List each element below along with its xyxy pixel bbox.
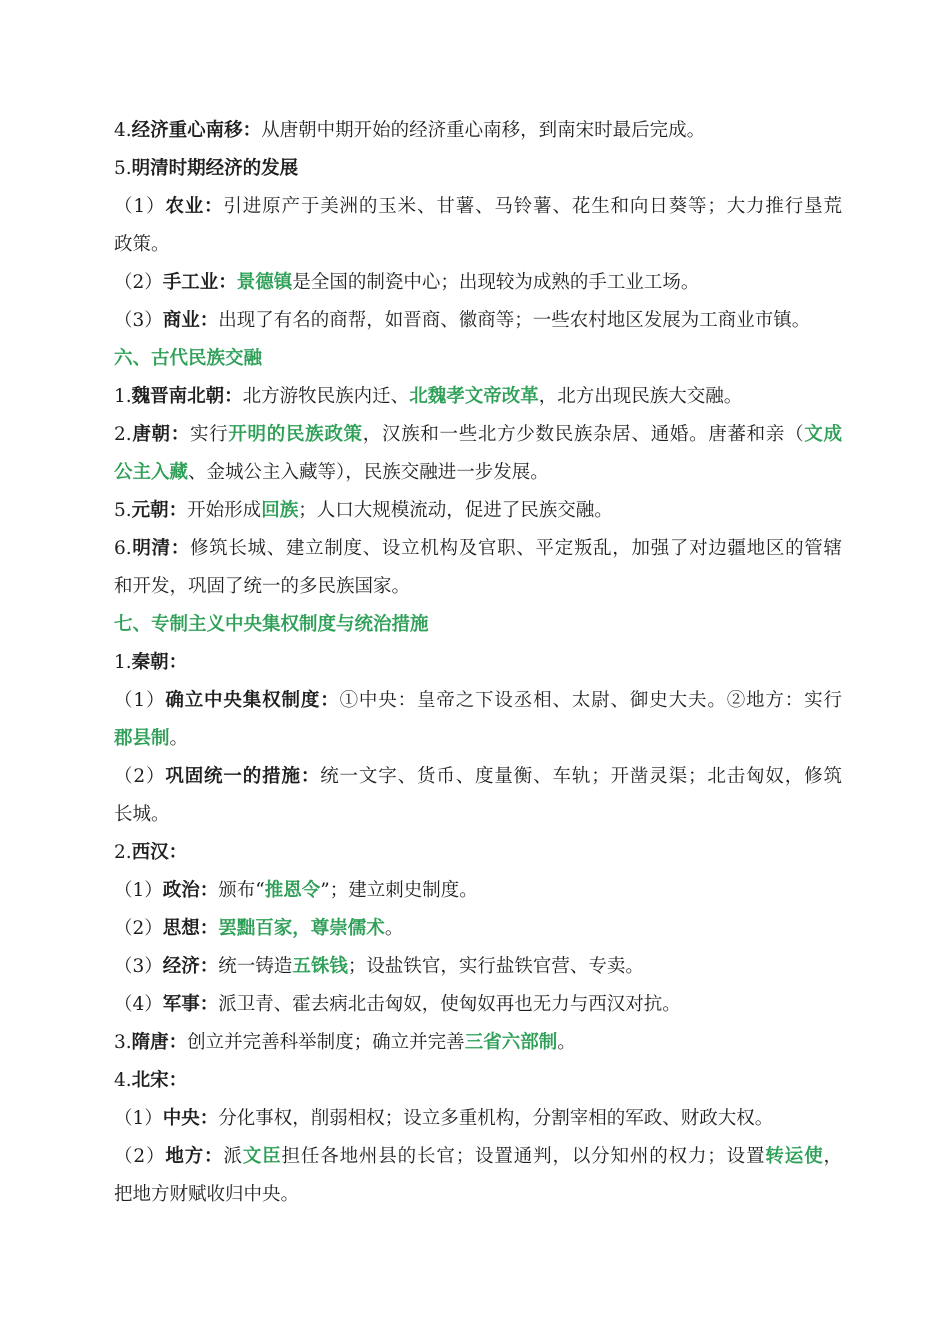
text-line: [114, 644, 842, 682]
text-span: 4.: [114, 120, 132, 141]
document-page: [114, 112, 842, 1214]
text-span: 实行: [189, 424, 229, 445]
text-line: [114, 948, 842, 986]
text-span: 、金城公主入藏等），民族交融进一步发展。: [188, 462, 549, 483]
text-line: [114, 758, 842, 796]
highlight-term: 北魏孝文帝改革: [409, 386, 539, 407]
bold-term: 西汉：: [131, 842, 188, 863]
highlight-term: 推恩令: [264, 880, 321, 901]
text-span: 1.: [114, 652, 132, 673]
text-span: 北方游牧民族内迁、: [242, 386, 410, 407]
highlight-term: 转运使: [765, 1146, 824, 1167]
bold-term: 秦朝：: [131, 652, 188, 673]
text-line: [114, 188, 842, 226]
bold-term: 中央：: [162, 1108, 219, 1129]
bold-term: 唐朝：: [131, 424, 190, 445]
text-span: （1）: [114, 1108, 163, 1129]
text-span: 6.: [114, 538, 132, 559]
text-line: [114, 264, 842, 302]
text-line: [114, 872, 842, 910]
bold-term: 经济重心南移：: [131, 120, 262, 141]
text-line: [114, 378, 842, 416]
text-span: （1）: [114, 196, 166, 217]
text-line: [114, 796, 842, 834]
highlight-term: 文成: [804, 424, 842, 445]
text-line: [114, 720, 842, 758]
text-span: 分化事权，削弱相权；设立多重机构，分割宰相的军政、财政大权。: [218, 1108, 774, 1129]
text-span: 3.: [114, 1032, 132, 1053]
bold-term: 军事：: [162, 994, 219, 1015]
text-line: [114, 568, 842, 606]
text-span: （2）: [114, 766, 166, 787]
text-span: 派: [223, 1146, 243, 1167]
text-span: 派卫青、霍去病北击匈奴，使匈奴再也无力与西汉对抗。: [218, 994, 681, 1015]
text-span: 政策。: [114, 234, 170, 255]
text-span: 1.: [114, 386, 132, 407]
text-span: 。: [169, 728, 189, 749]
text-span: 创立并完善科举制度；确立并完善: [187, 1032, 465, 1053]
text-span: 长城。: [114, 804, 170, 825]
text-line: [114, 1100, 842, 1138]
text-span: ①中央：皇帝之下设丞相、太尉、御史大夫。②地方：实行: [339, 690, 842, 711]
bold-term: 元朝：: [131, 500, 188, 521]
section-heading: [114, 606, 842, 644]
text-span: （3）: [114, 310, 163, 331]
bold-term: 地方：: [165, 1146, 224, 1167]
text-line: [114, 150, 842, 188]
text-line: [114, 416, 842, 454]
highlight-term: 开明的民族政策: [228, 424, 363, 445]
heading-text: 六、古代民族交融: [114, 348, 263, 369]
text-span: 把地方财赋收归中央。: [114, 1184, 300, 1205]
bold-term: 政治：: [162, 880, 219, 901]
text-span: （2）: [114, 918, 163, 939]
section-heading: [114, 340, 842, 378]
text-span: 。: [557, 1032, 576, 1053]
text-span: （2）: [114, 1146, 166, 1167]
text-span: （1）: [114, 690, 166, 711]
text-line: [114, 492, 842, 530]
text-span: ；设盐铁官，实行盐铁官营、专卖。: [347, 956, 644, 977]
bold-term: 商业：: [162, 310, 219, 331]
heading-text: 七、专制主义中央集权制度与统治措施: [114, 614, 429, 635]
bold-term: 隋唐：: [131, 1032, 188, 1053]
highlight-term: 景德镇: [236, 272, 293, 293]
highlight-term: 公主入藏: [114, 462, 189, 483]
text-line: [114, 302, 842, 340]
text-span: （4）: [114, 994, 163, 1015]
text-span: 颁布“: [218, 880, 265, 901]
text-line: [114, 986, 842, 1024]
bold-term: 北宋：: [131, 1070, 188, 1091]
text-span: 5.: [114, 158, 132, 179]
bold-term: 明清：: [131, 538, 190, 559]
highlight-term: 五铢钱: [292, 956, 348, 977]
text-span: 2.: [114, 842, 132, 863]
text-span: 统一文字、货币、度量衡、车轨；开凿灵渠；北击匈奴，修筑: [320, 766, 842, 787]
highlight-term: 三省六部制: [464, 1032, 558, 1053]
bold-term: 经济：: [162, 956, 219, 977]
text-span: 是全国的制瓷中心；出现较为成熟的手工业工场。: [292, 272, 700, 293]
bold-term: 手工业：: [162, 272, 237, 293]
text-span: （2）: [114, 272, 163, 293]
text-line: [114, 910, 842, 948]
text-span: 开始形成: [187, 500, 262, 521]
text-span: 担任各地州县的长官；设置通判，以分知州的权力；设置: [281, 1146, 766, 1167]
text-line: [114, 1176, 842, 1214]
text-line: [114, 682, 842, 720]
bold-term: 明清时期经济的发展: [131, 158, 299, 179]
bold-term: 巩固统一的措施：: [165, 766, 321, 787]
text-span: 和开发，巩固了统一的多民族国家。: [114, 576, 411, 597]
text-span: 统一铸造: [218, 956, 293, 977]
text-line: [114, 834, 842, 872]
text-span: ，北方出现民族大交融。: [538, 386, 743, 407]
text-line: [114, 1138, 842, 1176]
text-line: [114, 112, 842, 150]
highlight-term: 回族: [261, 500, 299, 521]
text-span: 4.: [114, 1070, 132, 1091]
text-span: （3）: [114, 956, 163, 977]
text-span: 出现了有名的商帮，如晋商、徽商等；一些农村地区发展为工商业市镇。: [218, 310, 811, 331]
text-span: （1）: [114, 880, 163, 901]
text-line: [114, 454, 842, 492]
highlight-term: 郡县制: [114, 728, 170, 749]
text-span: 5.: [114, 500, 132, 521]
text-span: ，: [823, 1146, 842, 1167]
text-line: [114, 1024, 842, 1062]
text-span: ，汉族和一些北方少数民族杂居、通婚。唐蕃和亲（: [362, 424, 805, 445]
text-span: 从唐朝中期开始的经济重心南移，到南宋时最后完成。: [261, 120, 706, 141]
bold-term: 确立中央集权制度：: [165, 690, 340, 711]
text-span: 引进原产于美洲的玉米、甘薯、马铃薯、花生和向日葵等；大力推行垦荒: [223, 196, 842, 217]
text-span: 。: [384, 918, 404, 939]
text-span: ”；建立刺史制度。: [320, 880, 478, 901]
text-span: 修筑长城、建立制度、设立机构及官职、平定叛乱，加强了对边疆地区的管辖: [189, 538, 842, 559]
bold-term: 魏晋南北朝：: [131, 386, 243, 407]
bold-term: 农业：: [165, 196, 224, 217]
highlight-term: 罢黜百家，尊崇儒术: [218, 918, 385, 939]
bold-term: 思想：: [162, 918, 219, 939]
text-span: 2.: [114, 424, 132, 445]
text-line: [114, 530, 842, 568]
text-line: [114, 226, 842, 264]
highlight-term: 文臣: [242, 1146, 282, 1167]
text-span: ；人口大规模流动，促进了民族交融。: [298, 500, 613, 521]
text-line: [114, 1062, 842, 1100]
